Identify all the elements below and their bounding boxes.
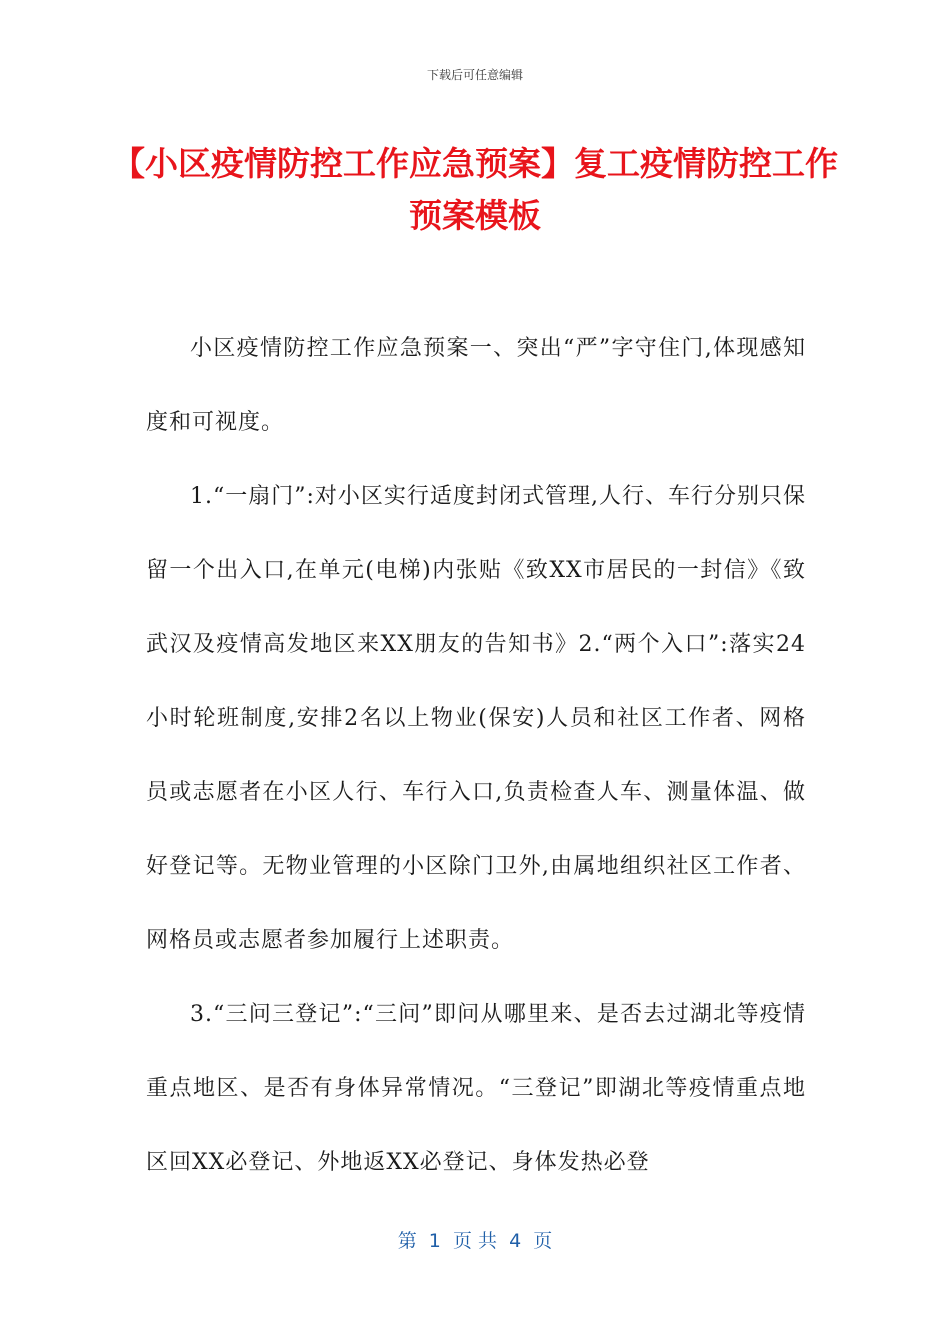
body-paragraph-3: 3.“三问三登记”:“三问”即问从哪里来、是否去过湖北等疫情重点地区、是否有身体异常情况。“三登记”即湖北等疫情重点地区回XX必登记、外地返XX必登记、身体发热必登 [146,1002,806,1175]
page-number-footer: 第 1 页 共 4 页 [397,1230,553,1252]
document-title: 【小区疫情防控工作应急预案】复工疫情防控工作预案模板 [112,144,838,235]
body-paragraph-2: 1.“一扇门”:对小区实行适度封闭式管理,人行、车行分别只保留一个出入口,在单元(电梯)内张贴《致XX市居民的一封信》《致武汉及疫情高发地区来XX朋友的告知书》2.“两个入口”:落实24小时轮班制度,安排2名以上物业(保安)人员和社区工作者、网格员或志愿者在小区人行、车行入口,负责检查人车、测量体温、做好登记等。无物业管理的小区除门卫外,由属地组织社区工作者、网格员或志愿者参加履行上述职责。 [146,484,806,953]
page-header-note: 下载后可任意编辑 [426,68,523,82]
document-body [146,312,806,1200]
body-paragraph-1: 小区疫情防控工作应急预案一、突出“严”字守住门,体现感知度和可视度。 [146,336,806,435]
